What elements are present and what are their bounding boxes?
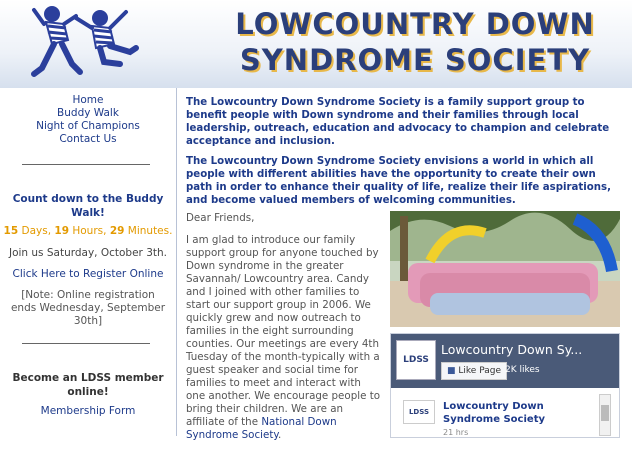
facebook-like-label: Like Page <box>458 366 501 376</box>
facebook-page-name[interactable]: Lowcountry Down Sy... <box>441 342 583 357</box>
facebook-widget <box>390 333 620 438</box>
facebook-page-logo[interactable]: LDSS <box>396 340 436 380</box>
membership-form-link[interactable]: Membership Form <box>40 405 136 417</box>
nav-contact-us[interactable]: Contact Us <box>59 133 117 145</box>
register-link[interactable]: Click Here to Register Online <box>12 268 164 280</box>
countdown-minutes-label: Minutes. <box>127 225 173 237</box>
logo-children-icon[interactable] <box>30 2 140 82</box>
facebook-post-logo[interactable]: LDSS <box>403 400 435 424</box>
sidebar <box>0 88 176 436</box>
registration-note: [Note: Online registration ends Wednesday, September 30th] <box>10 289 166 327</box>
countdown-title: Count down to the Buddy Walk! <box>12 193 164 219</box>
sidebar-divider <box>22 343 150 344</box>
join-text: Join us Saturday, October 3th. <box>8 247 168 259</box>
facebook-like-icon: ■ <box>447 366 456 376</box>
facebook-post-time: 21 hrs <box>443 428 469 437</box>
facebook-post-author[interactable]: Lowcountry Down Syndrome Society <box>443 401 545 425</box>
letter-greeting: Dear Friends, <box>186 212 255 224</box>
countdown-hours: 19 <box>54 225 70 237</box>
facebook-scrollbar[interactable] <box>599 394 611 436</box>
nav-home[interactable]: Home <box>72 94 104 106</box>
letter-body-text: I am glad to introduce our family support group for anyone touched by Down syndrome in the greater Savannah/ Lowcountry area. Candy and I joined with other families to start our support group in 2006. We quickly grew and now outreach to families in the eight surrounding counties. Our meetings are every 4th Tuesday of the month-typically with a guest speaker and social time for families to meet and interact with one another. We encourage people to bring their children. We are an affiliate of the <box>186 234 381 428</box>
header <box>0 0 632 88</box>
countdown-minutes: 29 <box>109 225 125 237</box>
letter-end: . <box>278 429 282 441</box>
mission-statement: The Lowcountry Down Syndrome Society is a family support group to benefit people with Down syndrome and their families through local leadership, outreach, education and advocacy to champion and celebrate acceptance and inclusion. <box>186 97 610 147</box>
nav-buddy-walk[interactable]: Buddy Walk <box>57 107 119 119</box>
countdown-days-label: Days, <box>21 225 52 237</box>
facebook-header <box>391 334 619 388</box>
vision-statement: The Lowcountry Down Syndrome Society envisions a world in which all people with different abilities have the opportunity to create their own path in order to enhance their quality of life, realize their life aspirations, and become valued members of welcoming communities. <box>186 156 611 206</box>
column-divider <box>176 88 177 436</box>
countdown-hours-label: Hours, <box>72 225 107 237</box>
facebook-like-button[interactable] <box>441 362 507 380</box>
facebook-like-count: 2K likes <box>505 365 540 375</box>
site-title <box>210 6 620 78</box>
scrollbar-thumb[interactable] <box>601 405 609 421</box>
nav-night-of-champions[interactable]: Night of Champions <box>36 120 140 132</box>
site-title-line1: LOWCOUNTRY DOWN <box>235 7 595 41</box>
countdown-days: 15 <box>3 225 19 237</box>
membership-title: Become an LDSS member online! <box>12 372 164 398</box>
site-title-line2: SYNDROME SOCIETY <box>239 43 591 77</box>
countdown-timer <box>0 225 176 237</box>
sidebar-nav <box>0 94 176 146</box>
letter-body <box>186 234 382 442</box>
group-photo <box>390 211 620 327</box>
ndss-link[interactable]: National Down Syndrome Society <box>186 416 337 441</box>
welcome-letter <box>186 212 382 451</box>
sidebar-divider <box>22 164 150 165</box>
